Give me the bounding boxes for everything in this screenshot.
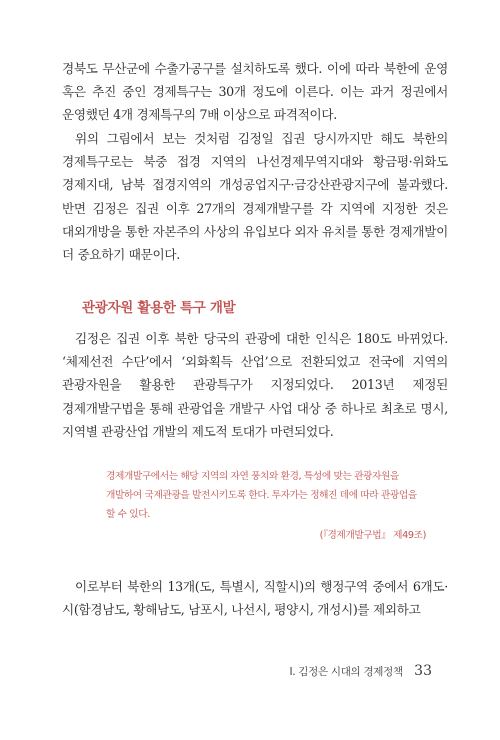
section-heading: 관광자원 활용한 특구 개발 xyxy=(82,300,236,316)
paragraph-3: 김정은 집권 이후 북한 당국의 관광에 대한 인식은 180도 바뀌었다. ‘체제선전 수단’에서 ‘외화획득 산업’으로 전환되었고 전국에 지역의 관광자원을 활용한 관광특구가 지정되었다. 2013년 제정된 경제개발구법을 통해 관광업을 개발구 사업 대상 중 하나로 최초로 명시, 지역별 관광산업 개발의 제도적 토대가 마련되었다. xyxy=(62,331,448,439)
block-quote: 경제개발구에서는 해당 지역의 자연 풍치와 환경, 특성에 맞는 관광자원을 개발하여 국제관광을 발전시키도록 한다. 투자가는 정해진 데에 따라 관광업을 할 수 있다. xyxy=(106,471,417,521)
paragraph-4: 이로부터 북한의 13개(도, 특별시, 직할시)의 행정구역 중에서 6개도·시(함경남도, 황해남도, 남포시, 나선시, 평양시, 개성시)를 제외하고 xyxy=(62,579,448,618)
quote-source: (『경제개발구법』 제49조) xyxy=(319,530,426,541)
paragraph-2: 위의 그림에서 보는 것처럼 김정일 집권 당시까지만 해도 북한의 경제특구로는 북중 접경 지역의 나선경제무역지대와 황금평·위화도 경제지대, 남북 접경지역의 개성공업지구·금강산관광지구에 불과했다. 반면 김정은 집권 이후 27개의 경제개발구를 각 지역에 지정한 것은 대외개방을 통한 자본주의 사상의 유입보다 외자 유치를 통한 경제개발이 더 중요하기 때문이다. xyxy=(62,131,448,263)
page-number: 33 xyxy=(414,663,432,679)
footer-chapter-title: Ⅰ. 김정은 시대의 경제정책 xyxy=(289,666,403,678)
page-footer xyxy=(289,663,432,679)
paragraph-1: 경북도 무산군에 수출가공구를 설치하도록 했다. 이에 따라 북한에 운영 혹은 추진 중인 경제특구는 30개 정도에 이른다. 이는 과거 정권에서 운영했던 4개 경제특구의 7배 이상으로 파격적이다. xyxy=(62,61,448,123)
